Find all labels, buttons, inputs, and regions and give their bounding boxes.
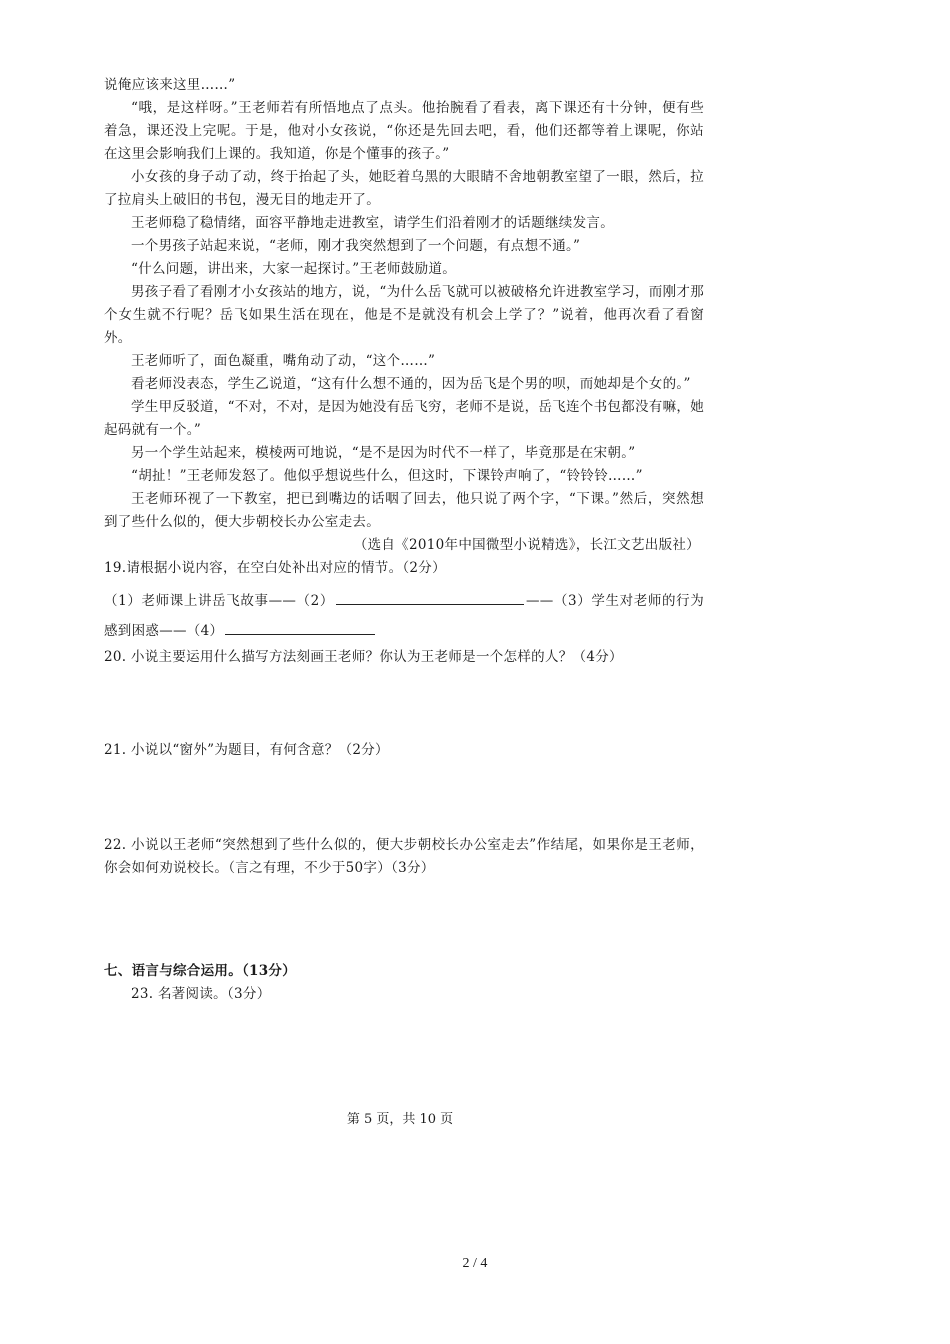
question-21: 21. 小说以“窗外”为题目，有何含意？（2分） — [104, 742, 389, 758]
story-paragraph: 说俺应该来这里……” — [104, 77, 236, 93]
viewer-page-indicator: 2 / 4 — [462, 1256, 488, 1271]
story-paragraph: “什么问题，讲出来，大家一起探讨。”王老师鼓励道。 — [131, 261, 457, 277]
story-paragraph: 另一个学生站起来，模棱两可地说，“是不是因为时代不一样了，毕竟那是在宋朝。” — [131, 445, 636, 461]
story-paragraph: 一个男孩子站起来说，“老师，刚才我突然想到了一个问题，有点想不通。” — [131, 238, 581, 254]
story-paragraph: 王老师环视了一下教室，把已到嘴边的话咽了回去，他只说了两个字，“下课。”然后，突然想到了些什么似的，便大步朝校长办公室走去。 — [104, 491, 704, 530]
story-paragraph: 看老师没表态，学生乙说道，“这有什么想不通的，因为岳飞是个男的呗，而她却是个女的。” — [131, 376, 691, 392]
page-footer: 第 5 页，共 10 页 — [346, 1112, 454, 1127]
answer-space-22[interactable] — [104, 880, 704, 960]
answer-blank-2[interactable] — [336, 590, 524, 605]
story-paragraph: 王老师听了，面色凝重，嘴角动了动，“这个……” — [131, 353, 436, 369]
question-20: 20. 小说主要运用什么描写方法刻画王老师？你认为王老师是一个怎样的人？（4分） — [104, 649, 623, 665]
story-paragraph: 王老师稳了稳情绪，面容平静地走进教室，请学生们沿着刚才的话题继续发言。 — [131, 215, 614, 231]
story-paragraph: “哦，是这样呀。”王老师若有所悟地点了点头。他抬腕看了看表，离下课还有十分钟，便有些着急，课还没上完呢。于是，他对小女孩说，“你还是先回去吧，看，他们还都等着上课呢，你站在这里会影响我们上课的。我知道，你是个懂事的孩子。” — [104, 100, 704, 162]
question-19-part2: ——（3）学生对老师的行为感到困惑——（4） — [104, 593, 704, 639]
section-7-title: 七、语言与综合运用。（13分） — [104, 963, 297, 979]
story-paragraph: 学生甲反驳道，“不对，不对，是因为她没有岳飞穷，老师不是说，岳飞连个书包都没有嘛，她起码就有一个。” — [104, 399, 704, 438]
story-paragraph: “胡扯！”王老师发怒了。他似乎想说些什么，但这时，下课铃声响了，“铃铃铃……” — [131, 468, 643, 484]
page-content — [104, 74, 704, 1006]
question-22: 22. 小说以王老师“突然想到了些什么似的，便大步朝校长办公室走去”作结尾，如果你是王老师，你会如何劝说校长。（言之有理，不少于50字）（3分） — [104, 837, 704, 876]
story-source: （选自《2010年中国微型小说精选》，长江文艺出版社） — [353, 537, 700, 553]
question-19-part1: （1）老师课上讲岳飞故事——（2） — [104, 593, 334, 609]
answer-blank-4[interactable] — [225, 620, 375, 635]
question-19-plot-chain — [104, 586, 704, 646]
answer-space-20[interactable] — [104, 669, 704, 739]
answer-space-21[interactable] — [104, 762, 704, 834]
question-19-prompt: 19.请根据小说内容，在空白处补出对应的情节。（2分） — [104, 560, 446, 576]
story-paragraph: 男孩子看了看刚才小女孩站的地方，说，“为什么岳飞就可以被破格允许进教室学习，而刚才那个女生就不行呢？岳飞如果生活在现在，他是不是就没有机会上学了？”说着，他再次看了看窗外。 — [104, 284, 704, 346]
story-paragraph: 小女孩的身子动了动，终于抬起了头，她眨着乌黑的大眼睛不舍地朝教室望了一眼，然后，拉了拉肩头上破旧的书包，漫无目的地走开了。 — [104, 169, 704, 208]
question-23: 23. 名著阅读。（3分） — [131, 986, 271, 1002]
